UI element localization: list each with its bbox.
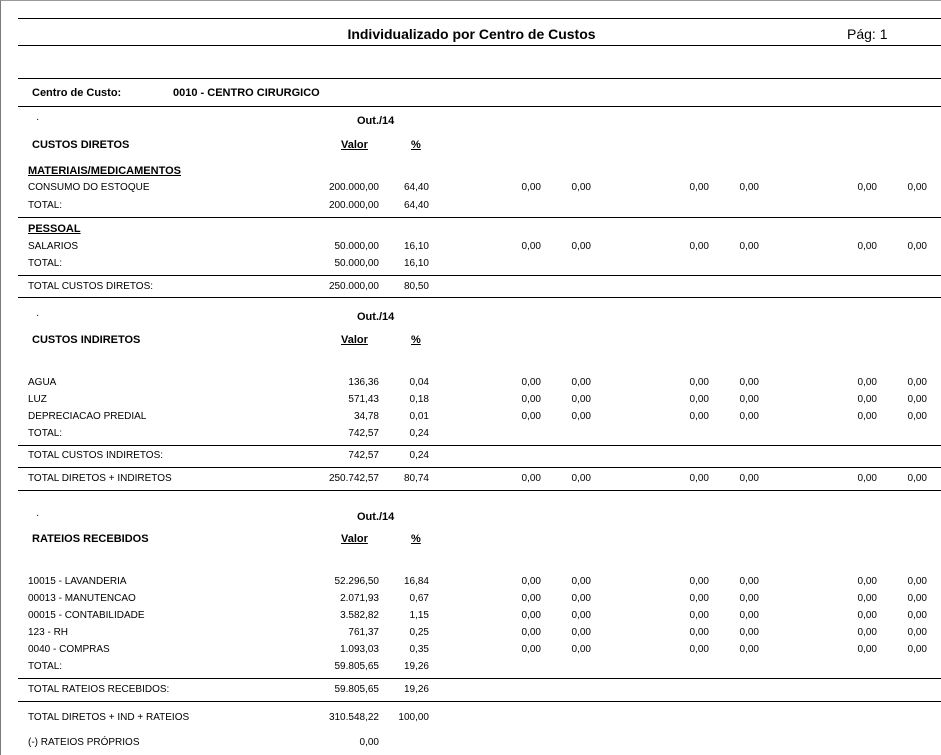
header-top-rule	[18, 18, 941, 19]
section-heading: CUSTOS INDIRETOS	[32, 334, 141, 346]
page-number: Pág: 1	[847, 26, 888, 42]
section-marker: ·	[36, 310, 40, 321]
row-divider	[18, 297, 941, 298]
row-divider	[18, 678, 941, 679]
report-page: Individualizado por Centro de Custos Pág: 1 Centro de Custo: 0010 - CENTRO CIRURGICO · Out./14 CUSTOS DIRETOS Valor % MATERIAIS/MEDICAMENTOS CONSUMO DO ESTOQUE 200.000,00 64,40 0,00 0,00 0,00 0,00 0,00 0,00 TOTAL: 200.000,00 64,40 PESSOAL SALARIOS 50.000,00 16,10 0,00 0,00 0,00 0,00 0,00 0,00 TOTAL: 50.000,00 16,10 TOTAL CUSTOS DIRETOS: 250.000,00 80,50 · Out./14 CUSTOS INDIRETOS Valor % AGUA 136,36 0,04 0,00 0,00 0,00 0,00 0,00 0,00 LUZ 571,43 0,18 0,00 0,00 0,00 0,00 0,00 0,00 DEPRECIACAO PREDIAL 34,78 0,01 0,00 0,00 0,00 0,00 0,00 0,00 TOTAL: 742,57 0,24 TOTAL CUSTOS INDIRETOS: 742,57 0,24 TOTAL DIRETOS + INDIRETOS 250.742,57 80,74 0,00 0,00 0,00 0,00 0,00 0,00 · Out./14 RATEIOS RECEBIDOS Valor % 10015 - LAVANDERIA 52.296,50 16,84 0,00 0,00 0,00 0,00 0,00 0,00 00013 - MANUTENCAO 2.071,93 0,67 0,00 0,00 0,00 0,00 0,00 0,00 00015 - CONTABILIDADE 3.582,82 1,15 0,00 0,00 0,00 0,00 0,00 0,00 123 - RH 761,37 0,25 0,00 0,00 0,00 0,00 0,00 0,00 0040 - COMPRAS 1.093,03 0,35 0,00 0,00 0,00 0,00 0,00 0,00 TOTAL: 59.805,65 19,26 TOTAL RATEIOS RECEBIDOS: 59.805,65 19,26 TOTAL DIRETOS + IND + RATEIOS 310.548,22 100,00 (-) RATEIOS PRÓPRIOS 0,00	[0, 0, 941, 755]
cost-center-label: Centro de Custo:	[32, 87, 122, 99]
row-divider	[18, 467, 941, 468]
row-divider	[18, 217, 941, 218]
section-marker: ·	[36, 510, 40, 521]
column-header-valor: Valor	[341, 139, 368, 151]
report-title: Individualizado por Centro de Custos	[347, 26, 596, 42]
column-header-valor: Valor	[341, 533, 368, 545]
header-bottom-rule	[18, 45, 941, 46]
column-header-percent: %	[411, 533, 421, 545]
section-marker: ·	[36, 114, 40, 125]
period-label: Out./14	[357, 511, 395, 523]
section-heading: RATEIOS RECEBIDOS	[32, 533, 149, 545]
column-header-valor: Valor	[341, 334, 368, 346]
group-title: MATERIAIS/MEDICAMENTOS	[28, 165, 181, 177]
cost-center-value: 0010 - CENTRO CIRURGICO	[173, 87, 320, 99]
column-header-percent: %	[411, 334, 421, 346]
group-title: PESSOAL	[28, 223, 81, 235]
row-divider	[18, 445, 941, 446]
section-heading: CUSTOS DIRETOS	[32, 139, 130, 151]
period-label: Out./14	[357, 115, 395, 127]
row-divider	[18, 701, 941, 702]
period-label: Out./14	[357, 311, 395, 323]
cost-center-top-rule	[18, 78, 941, 79]
row-divider	[18, 275, 941, 276]
cost-center-bottom-rule	[18, 106, 941, 107]
row-divider	[18, 490, 941, 491]
column-header-percent: %	[411, 139, 421, 151]
